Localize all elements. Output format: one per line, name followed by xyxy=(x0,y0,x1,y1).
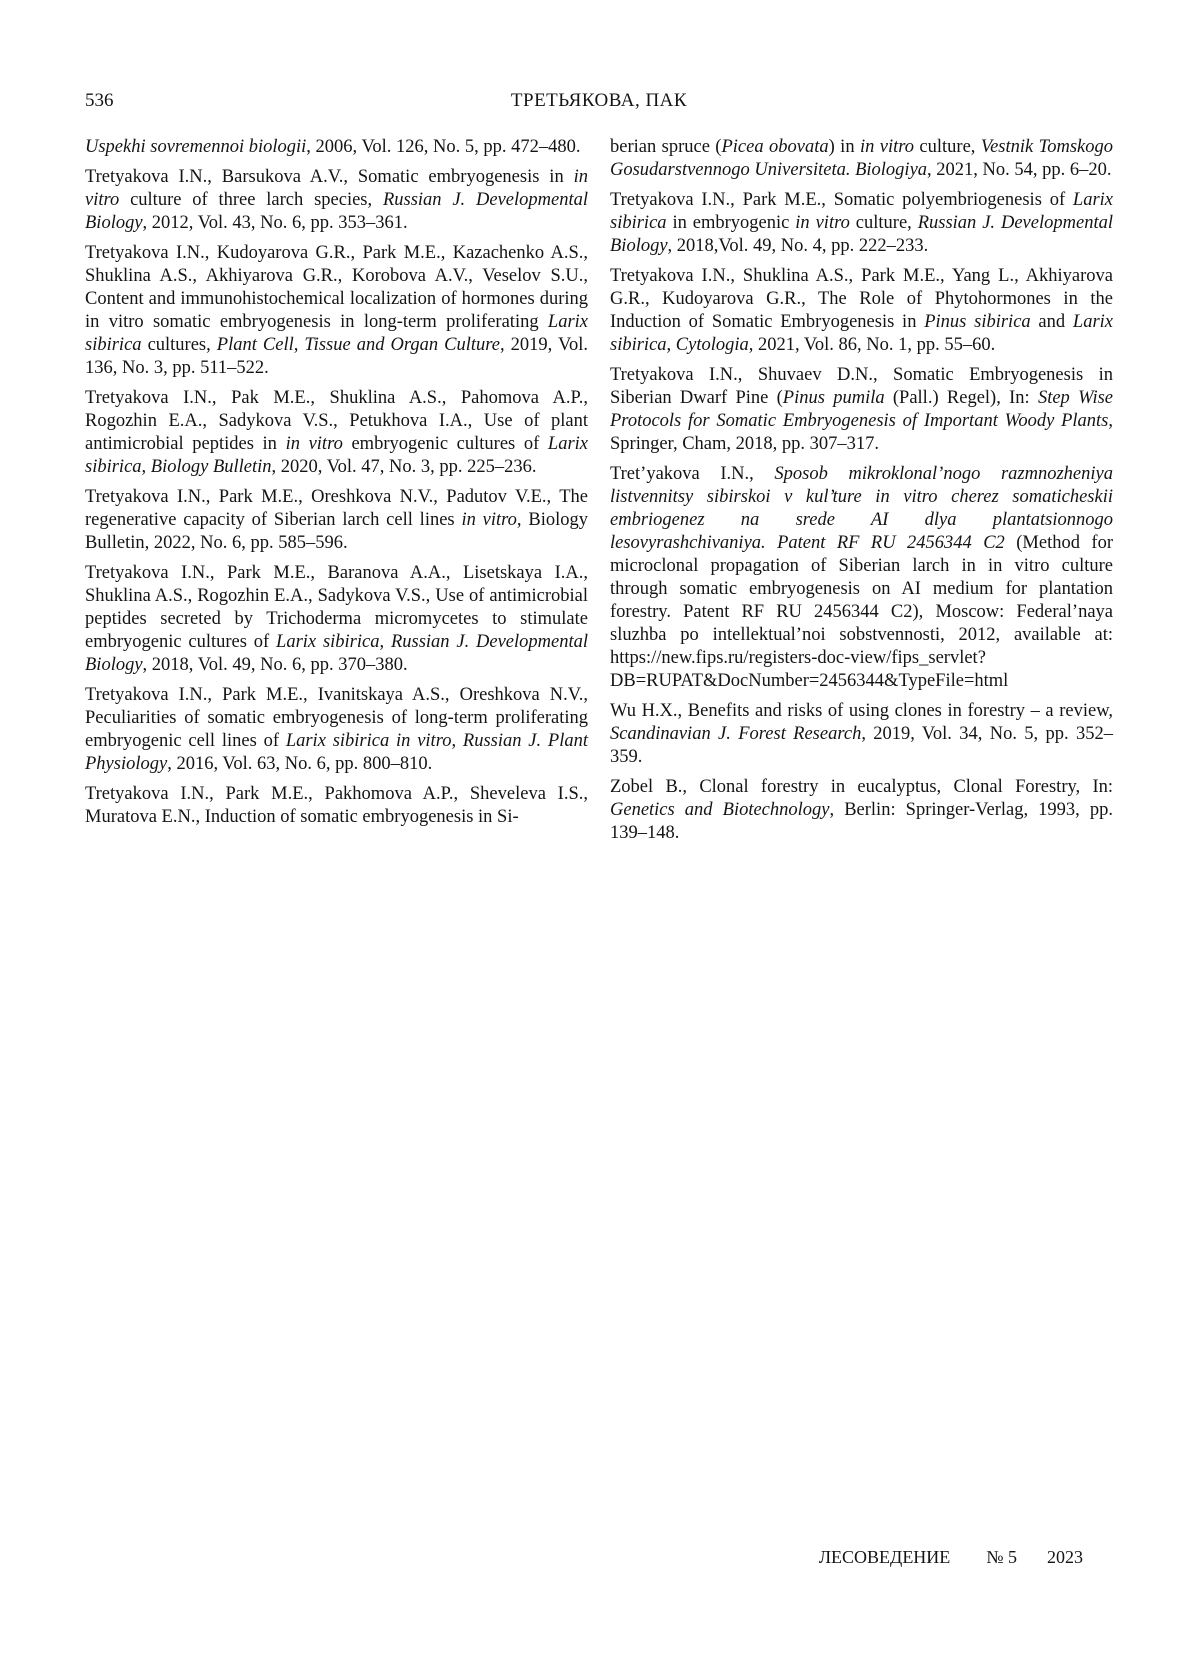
reference-segment: in vitro xyxy=(461,510,517,530)
reference-entry xyxy=(610,776,1113,845)
reference-segment: Uspekhi sovremennoi biologii xyxy=(85,137,307,157)
reference-segment: Sposob mikroklonal’nogo razmnozheniya listvennitsy sibirskoi v kul’ture in vitro cherez somaticheskii embriogenez na srede AI dlya plantatsionnogo lesovyrashchivaniya. Patent RF RU 2456344 C2 xyxy=(610,464,1113,553)
reference-entry xyxy=(85,136,588,159)
reference-segment: in vitro xyxy=(85,167,588,210)
reference-segment: Step Wise Protocols for Somatic Embryogenesis of Important Woody Plants xyxy=(610,388,1114,431)
reference-segment: Tretyakova I.N., Park M.E., Somatic polyembriogenesis of xyxy=(610,190,1073,210)
reference-segment: , xyxy=(666,335,676,355)
reference-segment: and xyxy=(1030,312,1073,332)
reference-segment: Larix sibirica xyxy=(276,632,380,652)
reference-segment: in embryogenic xyxy=(666,213,796,233)
footer-year: 2023 xyxy=(1047,1547,1083,1567)
reference-entry xyxy=(85,562,588,677)
reference-segment: Tretyakova I.N., Shuklina A.S., Park M.E., Yang L., Akhiyarova G.R., Kudoyarova G.R., The Role of Phytohormones in the Induction of Somatic Embryogenesis in xyxy=(610,266,1113,332)
footer-issue-number: № 5 xyxy=(986,1547,1017,1567)
reference-segment: Tretyakova I.N., Shuvaev D.N., Somatic Embryogenesis in Siberian Dwarf Pine ( xyxy=(610,365,1113,408)
reference-entry xyxy=(85,387,588,479)
reference-entry xyxy=(610,364,1113,456)
reference-segment: in vitro xyxy=(795,213,850,233)
reference-segment: , 2020, Vol. 47, No. 3, pp. 225–236. xyxy=(271,457,537,477)
running-head: ТРЕТЬЯКОВА, ПАК xyxy=(510,90,688,111)
reference-segment: , 2021, Vol. 86, No. 1, pp. 55–60. xyxy=(748,335,996,355)
reference-segment: Wu H.X., Benefits and risks of using clones in forestry – a review, xyxy=(610,701,1113,721)
reference-entry xyxy=(610,265,1113,357)
reference-segment: Larix sibirica xyxy=(610,312,1113,355)
reference-segment: Cytologia xyxy=(675,335,749,355)
reference-segment: , 2019, Vol. 136, No. 3, pp. 511–522. xyxy=(85,335,588,378)
reference-segment: culture, xyxy=(849,213,918,233)
reference-segment: Larix sibirica xyxy=(85,434,588,477)
reference-segment: culture of three larch species, xyxy=(119,190,383,210)
reference-segment: embryogenic cultures of xyxy=(342,434,548,454)
page-footer xyxy=(819,1546,1083,1568)
reference-segment: ) in xyxy=(828,137,860,157)
reference-segment: Tretyakova I.N., Barsukova A.V., Somatic embryogenesis in xyxy=(85,167,574,187)
reference-entry xyxy=(610,700,1113,769)
reference-entry xyxy=(85,166,588,235)
reference-segment: , 2012, Vol. 43, No. 6, pp. 353–361. xyxy=(142,213,408,233)
references-section xyxy=(85,136,1113,852)
reference-entry xyxy=(85,684,588,776)
reference-segment: , 2016, Vol. 63, No. 6, pp. 800–810. xyxy=(167,754,433,774)
reference-segment: , 2018, Vol. 49, No. 6, pp. 370–380. xyxy=(142,655,408,675)
page-number: 536 xyxy=(85,90,114,111)
reference-segment: Pinus pumila xyxy=(782,388,885,408)
reference-segment: Tretyakova I.N., Park M.E., Pakhomova A.P., Sheveleva I.S., Muratova E.N., Induction of somatic embryogenesis in Si- xyxy=(85,784,588,827)
reference-segment: Russian J. Developmental Biology xyxy=(85,632,588,675)
reference-segment: Tretyakova I.N., Pak M.E., Shuklina A.S., Pahomova A.P., Rogozhin E.A., Sadykova V.S., Petukhova I.A., Use of plant antimicrobial peptides in xyxy=(85,388,588,454)
reference-segment: Russian J. Developmental Biology xyxy=(610,213,1113,256)
reference-segment: Russian J. Plant Physiology xyxy=(85,731,588,774)
reference-segment: Vestnik Tomskogo Gosudarstvennogo Universiteta. Biologiya xyxy=(610,137,1113,180)
reference-segment: Picea obovata xyxy=(721,137,829,157)
reference-segment: cultures, xyxy=(141,335,217,355)
reference-segment: , 2021, No. 54, pp. 6–20. xyxy=(927,160,1112,180)
reference-segment: culture, xyxy=(914,137,981,157)
reference-segment: , xyxy=(451,731,463,751)
reference-segment: , xyxy=(379,632,391,652)
reference-entry xyxy=(610,136,1113,182)
reference-segment: Genetics and Biotechnology xyxy=(610,800,830,820)
reference-segment: Tretyakova I.N., Park M.E., Baranova A.A., Lisetskaya I.A., Shuklina A.S., Rogozhin E.A., Sadykova V.S., Use of antimicrobial peptides secreted by Trichoderma micromycetes to stimulate embryogenic cultures of xyxy=(85,563,588,652)
reference-segment: Plant Cell, Tissue and Organ Culture xyxy=(216,335,501,355)
reference-segment: (Pall.) Regel), In: xyxy=(884,388,1038,408)
reference-segment: Russian J. Developmental Biology xyxy=(85,190,588,233)
reference-segment: Tretyakova I.N., Park M.E., Oreshkova N.V., Padutov V.E., The regenerative capacity of Siberian larch cell lines xyxy=(85,487,588,530)
reference-entry xyxy=(85,486,588,555)
reference-segment: Tretyakova I.N., Park M.E., Ivanitskaya A.S., Oreshkova N.V., Peculiarities of somatic embryogenesis of long-term proliferating embryogenic cell lines of xyxy=(85,685,588,751)
reference-entry xyxy=(610,189,1113,258)
reference-segment: Pinus sibirica xyxy=(924,312,1031,332)
reference-segment: Tretyakova I.N., Kudoyarova G.R., Park M.E., Kazachenko A.S., Shuklina A.S., Akhiyarova G.R., Korobova A.V., Veselov S.U., Content and immunohistochemical localization of hormones during in vitro somatic embryogenesis in long-term proliferating xyxy=(85,243,588,332)
reference-segment: , Biology Bulletin, 2022, No. 6, pp. 585–596. xyxy=(85,510,588,553)
reference-segment: , Berlin: Springer-Verlag, 1993, pp. 139–148. xyxy=(610,800,1113,843)
reference-segment: Scandinavian J. Forest Research xyxy=(610,724,862,744)
reference-entry xyxy=(85,783,588,829)
reference-segment: Larix sibirica xyxy=(85,312,588,355)
reference-segment: , 2018,Vol. 49, No. 4, pp. 222–233. xyxy=(667,236,929,256)
reference-segment: , 2019, Vol. 34, No. 5, pp. 352–359. xyxy=(610,724,1113,767)
reference-segment: Larix sibirica in vitro xyxy=(285,731,452,751)
reference-segment: , xyxy=(141,457,151,477)
reference-segment: berian spruce ( xyxy=(610,137,722,157)
page-header xyxy=(85,88,1113,114)
reference-segment: , Springer, Cham, 2018, pp. 307–317. xyxy=(610,411,1113,454)
reference-segment: Zobel B., Clonal forestry in eucalyptus, Clonal Forestry, In: xyxy=(610,777,1113,797)
reference-segment: in vitro xyxy=(859,137,915,157)
reference-entry xyxy=(85,242,588,380)
reference-segment: Larix sibirica xyxy=(610,190,1113,233)
reference-segment: (Method for microclonal propagation of Siberian larch in in vitro culture through somatic embryogenesis on AI medium for plantation forestry. Patent RF RU 2456344 C2), Moscow: Federal’naya sluzhba po intellektual’noi sobstvennosti, 2012, available at: https://new.fips.ru/registers-doc-view/fips_servlet?DB=RUPAT&DocNumber=2456344&TypeFile=html xyxy=(610,533,1113,691)
reference-segment: in vitro xyxy=(285,434,343,454)
reference-segment: Biology Bulletin xyxy=(150,457,272,477)
reference-segment: Tret’yakova I.N., xyxy=(610,464,775,484)
references-left-column xyxy=(85,136,588,852)
footer-journal-name: ЛЕСОВЕДЕНИЕ xyxy=(818,1547,951,1567)
reference-entry xyxy=(610,463,1113,693)
references-right-column xyxy=(610,136,1113,852)
reference-segment: , 2006, Vol. 126, No. 5, pp. 472–480. xyxy=(306,137,581,157)
